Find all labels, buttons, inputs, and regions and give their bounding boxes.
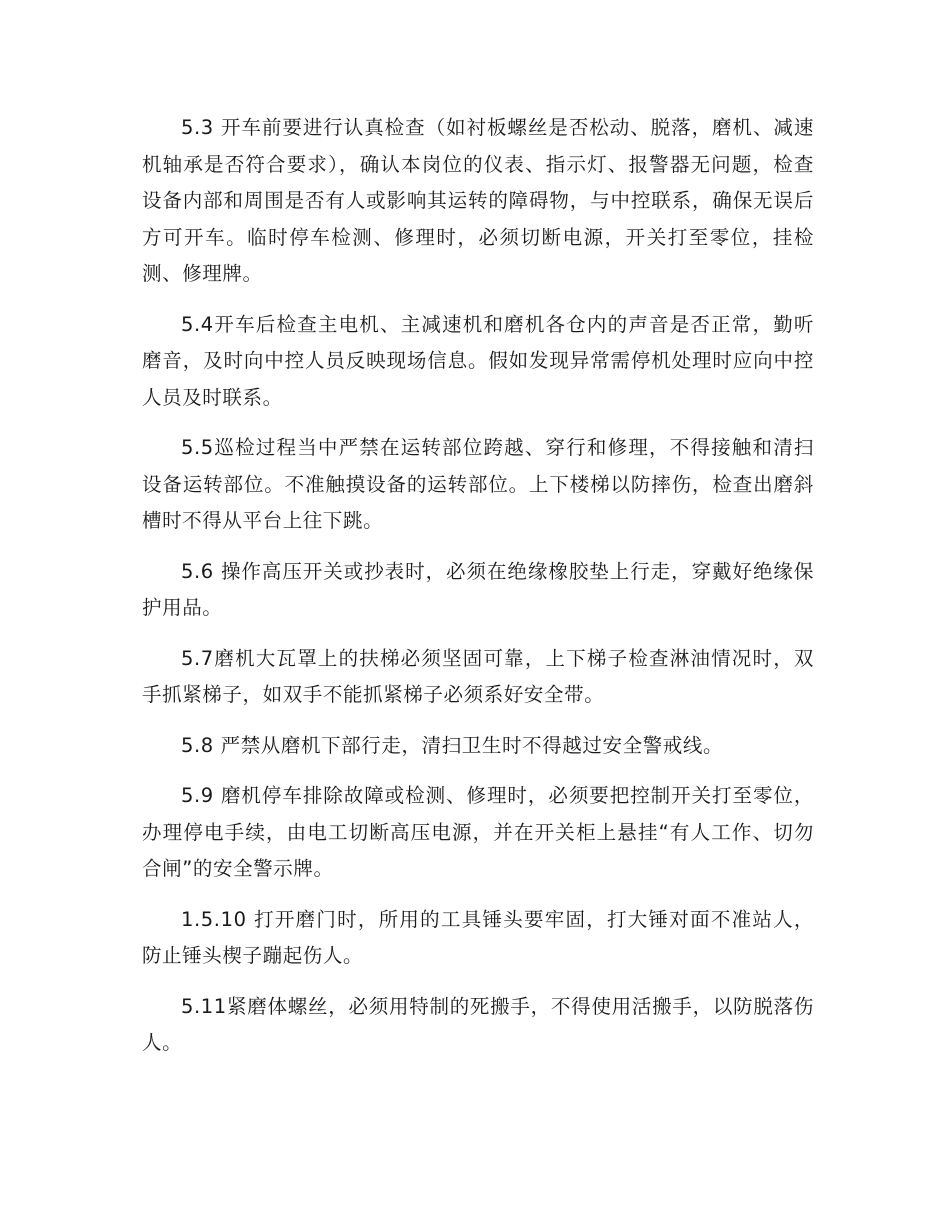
paragraph-5-9: 5.9 磨机停车排除故障或检测、修理时，必须要把控制开关打至零位，办理停电手续，由电工切断高压电源，并在开关柜上悬挂“有人工作、切勿合闸”的安全警示牌。 bbox=[142, 784, 814, 880]
paragraph-5-4: 5.4开车后检查主电机、主减速机和磨机各仓内的声音是否正常，勤听磨音，及时向中控人员反映现场信息。假如发现异常需停机处理时应向中控人员及时联系。 bbox=[142, 312, 814, 409]
paragraph-1-5-10: 1.5.10 打开磨门时，所用的工具锤头要牢固，打大锤对面不准站人，防止锤头楔子蹦起伤人。 bbox=[142, 907, 814, 967]
paragraph-5-5: 5.5巡检过程当中严禁在运转部位跨越、穿行和修理，不得接触和清扫设备运转部位。不准触摸设备的运转部位。上下楼梯以防摔伤，检查出磨斜槽时不得从平台上往下跳。 bbox=[142, 436, 814, 532]
paragraph-5-3: 5.3 开车前要进行认真检查（如衬板螺丝是否松动、脱落，磨机、减速机轴承是否符合要求），确认本岗位的仪表、指示灯、报警器无问题，检查设备内部和周围是否有人或影响其运转的障碍物，与中控联系，确保无误后方可开车。临时停车检测、修理时，必须切断电源，开关打至零位，挂检测、修理牌。 bbox=[142, 116, 814, 285]
paragraph-5-7: 5.7磨机大瓦罩上的扶梯必须坚固可靠，上下梯子检查淋油情况时，双手抓紧梯子，如双手不能抓紧梯子必须系好安全带。 bbox=[142, 646, 814, 706]
paragraph-5-8: 5.8 严禁从磨机下部行走，清扫卫生时不得越过安全警戒线。 bbox=[181, 733, 724, 757]
paragraph-5-11: 5.11紧磨体螺丝，必须用特制的死搬手，不得使用活搬手，以防脱落伤人。 bbox=[142, 994, 814, 1054]
paragraph-5-6: 5.6 操作高压开关或抄表时，必须在绝缘橡胶垫上行走，穿戴好绝缘保护用品。 bbox=[142, 559, 814, 619]
document-body bbox=[142, 110, 814, 1076]
